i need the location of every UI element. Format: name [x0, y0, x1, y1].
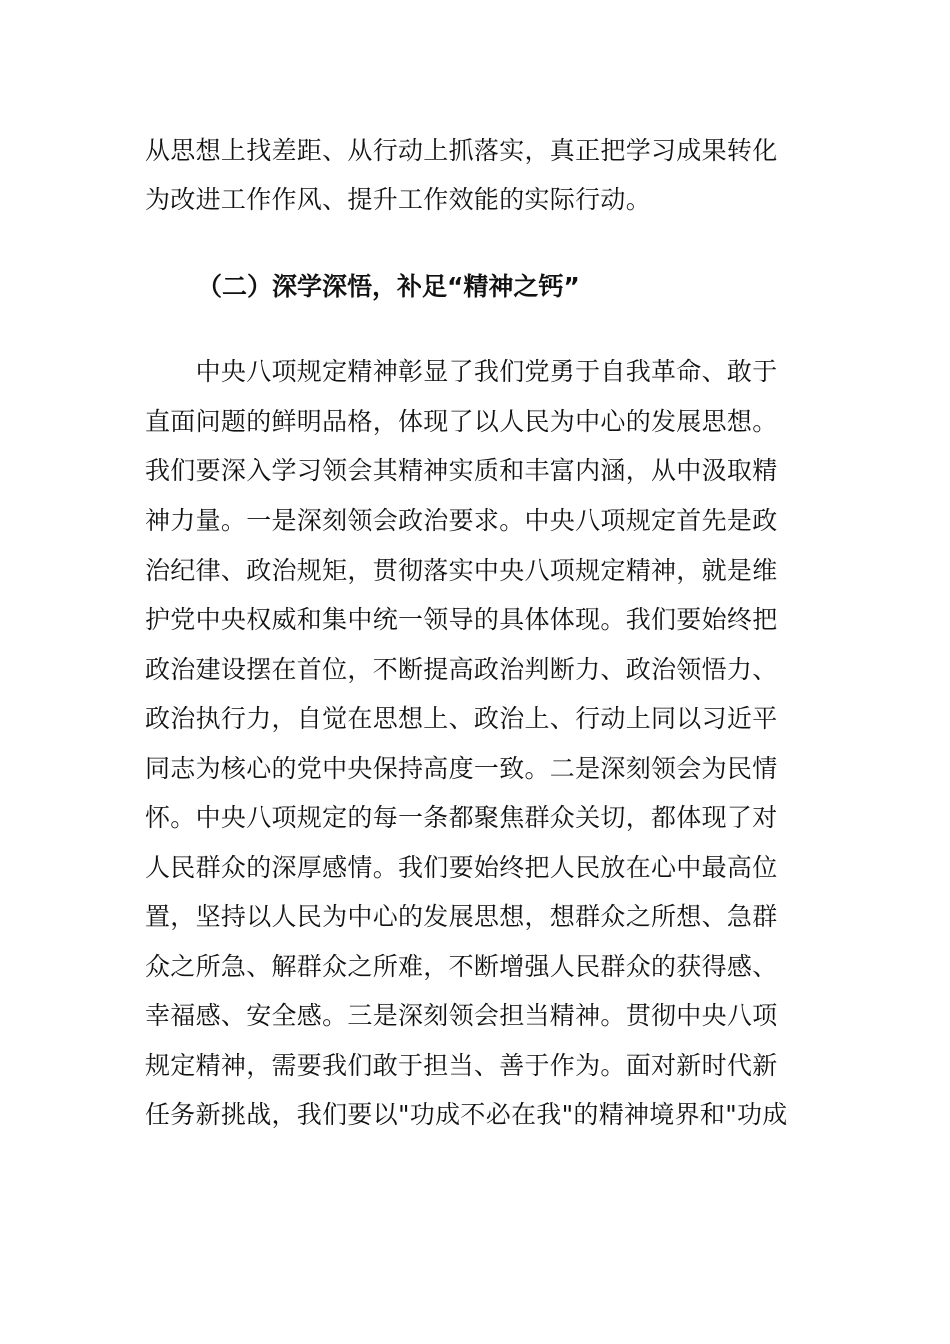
body-line-7: 政治建设摆在首位，不断提高政治判断力、政治领悟力、 [145, 655, 778, 684]
body-line-13: 众之所急、解群众之所难，不断增强人民群众的获得感、 [145, 952, 778, 981]
body-line-3: 我们要深入学习领会其精神实质和丰富内涵，从中汲取精 [145, 456, 778, 485]
intro-line-1: 从思想上找差距、从行动上抓落实，真正把学习成果转化 [145, 136, 778, 165]
section-heading: （二）深学深悟，补足“精神之钙” [197, 272, 580, 301]
body-line-2: 直面问题的鲜明品格，体现了以人民为中心的发展思想。 [145, 407, 778, 436]
body-line-5: 治纪律、政治规矩，贯彻落实中央八项规定精神，就是维 [145, 556, 778, 585]
body-line-1: 中央八项规定精神彰显了我们党勇于自我革命、敢于 [145, 357, 778, 386]
body-line-11: 人民群众的深厚感情。我们要始终把人民放在心中最高位 [145, 853, 778, 882]
body-line-14: 幸福感、安全感。三是深刻领会担当精神。贯彻中央八项 [145, 1001, 778, 1030]
body-line-8: 政治执行力，自觉在思想上、政治上、行动上同以习近平 [145, 704, 778, 733]
body-line-15: 规定精神，需要我们敢于担当、善于作为。面对新时代新 [145, 1051, 778, 1080]
body-line-10: 怀。中央八项规定的每一条都聚焦群众关切，都体现了对 [145, 803, 778, 832]
body-line-12: 置，坚持以人民为中心的发展思想，想群众之所想、急群 [145, 902, 778, 931]
body-line-16: 任务新挑战，我们要以"功成不必在我"的精神境界和"功成 [145, 1100, 788, 1129]
intro-line-2: 为改进工作作风、提升工作效能的实际行动。 [145, 185, 652, 214]
body-line-9: 同志为核心的党中央保持高度一致。二是深刻领会为民情 [145, 754, 778, 783]
body-line-6: 护党中央权威和集中统一领导的具体体现。我们要始终把 [145, 605, 778, 634]
body-line-4: 神力量。一是深刻领会政治要求。中央八项规定首先是政 [145, 506, 778, 535]
